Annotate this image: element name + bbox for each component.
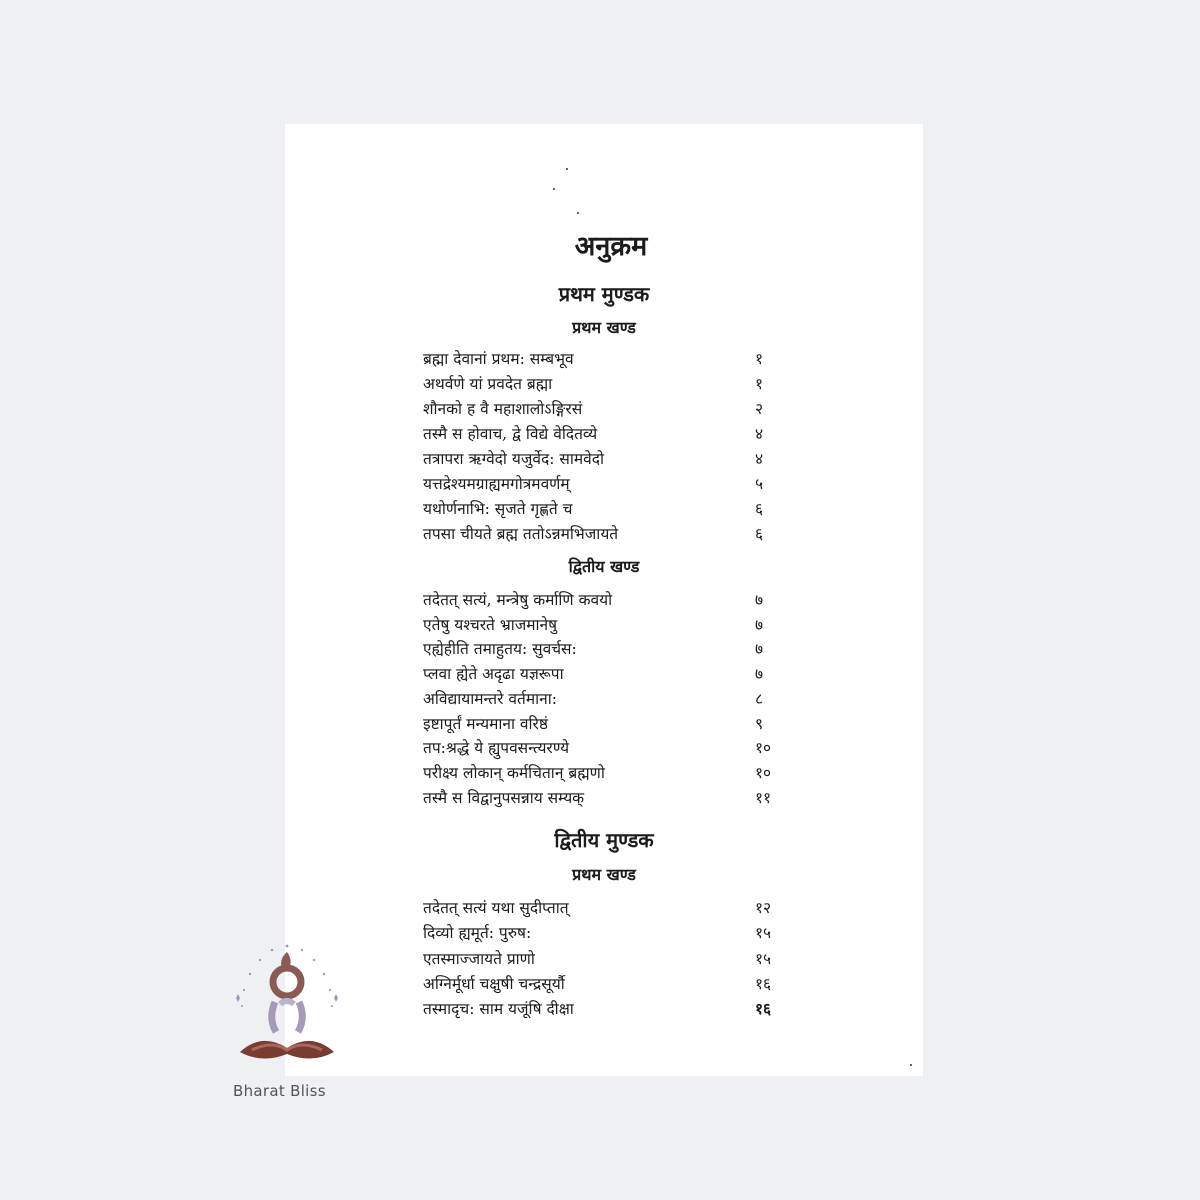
book-page <box>285 124 923 1076</box>
print-speck <box>553 188 555 190</box>
toc-entry-text: अग्निर्मूर्धा चक्षुषी चन्द्रसूर्यौ <box>423 974 565 993</box>
toc-entry-page: ७ <box>755 665 764 684</box>
toc-entry-text: तदेतत् सत्यं, मन्त्रेषु कर्माणि कवयो <box>423 591 613 609</box>
toc-entry-page: १६ <box>755 999 772 1019</box>
toc-entry-text: तप:श्रद्धे ये ह्युपवसन्त्यरण्ये <box>423 739 570 758</box>
toc-entry-text: दिव्यो ह्यमूर्त: पुरुष: <box>423 924 532 943</box>
toc-entry-page: १५ <box>755 924 772 943</box>
toc-entry-page: १० <box>755 763 772 782</box>
toc-entry-page: ६ <box>755 500 764 518</box>
toc-entry-page: ७ <box>755 640 764 659</box>
mundak-2-title: द्वितीय मुण्डक <box>554 828 654 852</box>
toc-entry-text: तदेतत् सत्यं यथा सुदीप्तात् <box>423 899 569 917</box>
toc-entry-page: १२ <box>755 899 772 917</box>
toc-entry-page: ४ <box>755 450 764 468</box>
toc-entry-text: परीक्ष्य लोकान् कर्मचितान् ब्रह्मणो <box>423 763 605 782</box>
toc-entry-text: यत्तद्रेश्यमग्राह्यमगोत्रमवर्णम् <box>423 475 570 493</box>
toc-entry-page: ७ <box>755 615 764 634</box>
bharat-bliss-logo <box>232 940 342 1070</box>
mundak-1-khand-2-title: द्वितीय खण्ड <box>568 557 640 576</box>
toc-entry-text: इष्टापूर्तं मन्यमाना वरिष्ठं <box>423 714 549 733</box>
toc-entry-text: तस्मै स विद्वानुपसन्नाय सम्यक् <box>423 788 585 807</box>
toc-entry-text: तस्मै स होवाच, द्वे विद्ये वेदितव्ये <box>423 425 598 443</box>
toc-entry-text: एतस्माज्जायते प्राणो <box>423 949 535 968</box>
toc-entry-text: तत्रापरा ऋग्वेदो यजुर्वेद: सामवेदो <box>423 450 604 468</box>
toc-entry-page: १५ <box>755 949 772 968</box>
brand-name: Bharat Bliss <box>233 1082 326 1100</box>
toc-entry-text: शौनको ह वै महाशालोऽङ्गिरसं <box>423 400 583 418</box>
mundak-1-khand-1-title: प्रथम खण्ड <box>572 318 636 337</box>
toc-entry-page: ७ <box>755 591 764 609</box>
print-speck <box>566 168 568 170</box>
toc-entry-page: ९ <box>755 714 764 733</box>
contents-heading: अनुक्रम <box>574 231 648 262</box>
toc-entry-text: तस्मादृच: साम यजूंषि दीक्षा <box>423 1000 574 1019</box>
toc-entry-text: प्लवा ह्येते अदृढा यज्ञरूपा <box>423 665 564 684</box>
toc-entry-page: १ <box>755 375 764 393</box>
mundak-2-khand-1-title: प्रथम खण्ड <box>572 865 636 884</box>
toc-entry-text: अथर्वणे यां प्रवदेत ब्रह्मा <box>423 375 553 393</box>
toc-entry-page: ४ <box>755 425 764 443</box>
toc-entry-page: ८ <box>755 689 764 708</box>
toc-entry-page: ६ <box>755 525 764 543</box>
toc-entry-page: १६ <box>755 974 772 993</box>
toc-entry-text: ब्रह्मा देवानां प्रथम: सम्बभूव <box>423 350 574 368</box>
toc-entry-text: अविद्यायामन्तरे वर्तमाना: <box>423 689 557 708</box>
toc-entry-page: ११ <box>755 788 772 807</box>
toc-entry-text: तपसा चीयते ब्रह्म ततोऽन्नमभिजायते <box>423 525 619 543</box>
toc-entry-page: १० <box>755 739 772 758</box>
print-speck <box>577 212 579 214</box>
toc-entry-text: एह्येहीति तमाहुतय: सुवर्चस: <box>423 640 577 659</box>
toc-entry-page: २ <box>755 400 764 418</box>
toc-entry-text: यथोर्णनाभि: सृजते गृह्णते च <box>423 500 573 518</box>
print-speck <box>910 1064 912 1066</box>
toc-entry-page: १ <box>755 350 764 368</box>
toc-entry-page: ५ <box>755 475 764 493</box>
toc-entry-text: एतेषु यश्चरते भ्राजमानेषु <box>423 615 558 634</box>
mundak-1-title: प्रथम मुण्डक <box>558 282 650 306</box>
